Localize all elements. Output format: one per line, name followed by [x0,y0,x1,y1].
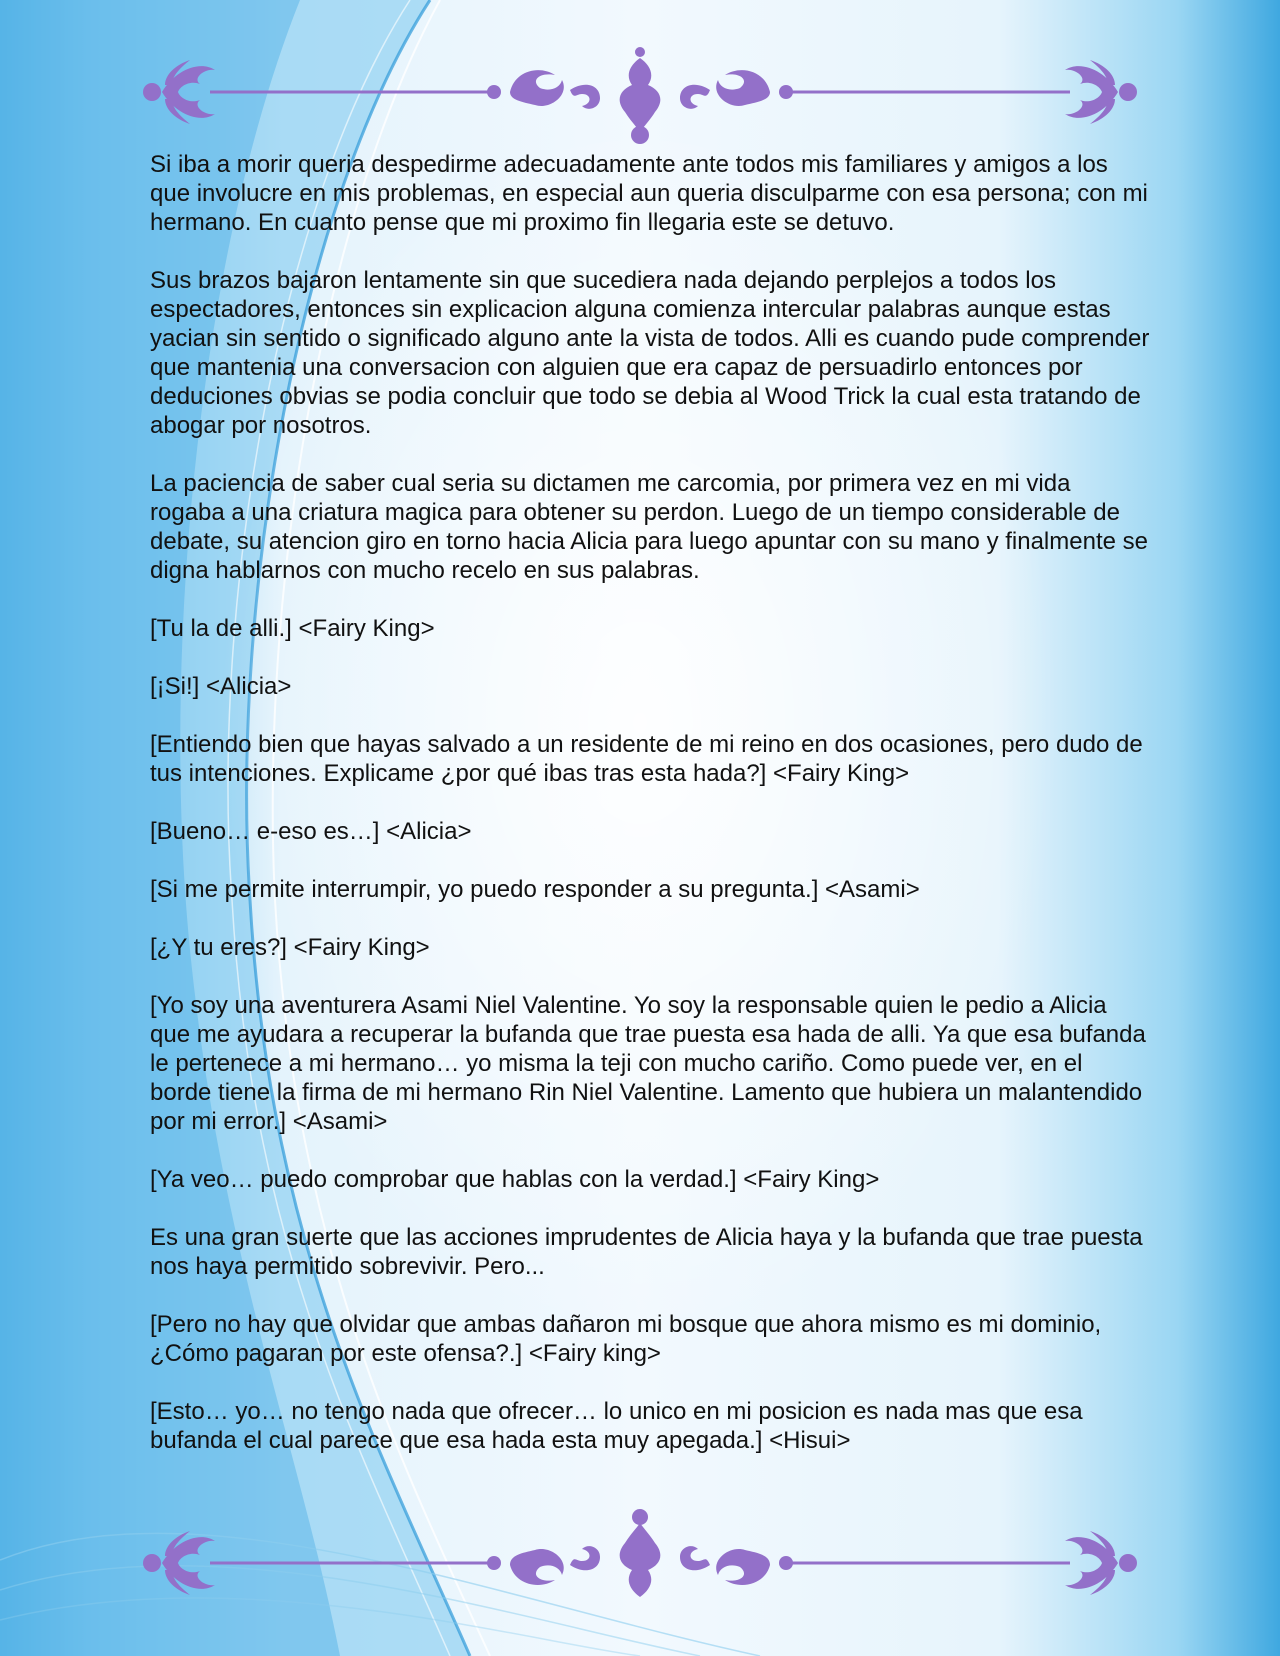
story-text [150,150,1150,1484]
dialogue-line: [Ya veo… puedo comprobar que hablas con la verdad.] <Fairy King> [150,1166,880,1193]
dialogue-line: [Si me permite interrumpir, yo puedo responder a su pregunta.] <Asami> [150,876,920,903]
narration-paragraph: La paciencia de saber cual seria su dictamen me carcomia, por primera vez en mi vida rogaba a una criatura magica para obtener su perdon. Luego de un tiempo considerable de debate, su atencion giro en torno hacia Alicia para luego apuntar con su mano y finalmente se digna hablarnos con mucho recelo en sus palabras. [150,470,1148,584]
dialogue-line: [¿Y tu eres?] <Fairy King> [150,934,430,961]
dialogue-line: [Esto… yo… no tengo nada que ofrecer… lo unico en mi posicion es nada mas que esa bufanda el cual parece que esa hada esta muy apegada.] <Hisui> [150,1398,1083,1454]
dialogue-line: [Entiendo bien que hayas salvado a un residente de mi reino en dos ocasiones, pero dudo de tus intenciones. Explicame ¿por qué ibas tras esta hada?] <Fairy King> [150,731,1143,787]
dialogue-line: [Bueno… e-eso es…] <Alicia> [150,818,472,845]
top-ornament [130,40,1150,150]
dialogue-line: [Yo soy una aventurera Asami Niel Valentine. Yo soy la responsable quien le pedio a Alicia que me ayudara a recuperar la bufanda que trae puesta esa hada de alli. Ya que esa bufanda le pertenece a mi hermano… yo misma la teji con mucho cariño. Como puede ver, en el borde tiene la firma de mi hermano Rin Niel Valentine. Lamento que hubiera un malantendido por mi error.] <Asami> [150,992,1146,1135]
narration-paragraph: Sus brazos bajaron lentamente sin que sucediera nada dejando perplejos a todos los espectadores, entonces sin explicacion alguna comienza intercular palabras aunque estas yacian sin sentido o significado alguno ante la vista de todos. Alli es cuando pude comprender que mantenia una conversacion con alguien que era capaz de persuadirlo entonces por deduciones obvias se podia concluir que todo se debia al Wood Trick la cual esta tratando de abogar por nosotros. [150,267,1150,439]
dialogue-line: [¡Si!] <Alicia> [150,673,292,700]
dialogue-line: [Pero no hay que olvidar que ambas dañaron mi bosque que ahora mismo es mi dominio, ¿Cómo pagaran por este ofensa?.] <Fairy king> [150,1311,1102,1367]
narration-paragraph: Es una gran suerte que las acciones imprudentes de Alicia haya y la bufanda que trae puesta nos haya permitido sobrevivir. Pero... [150,1224,1143,1280]
narration-paragraph: Si iba a morir queria despedirme adecuadamente ante todos mis familiares y amigos a los que involucre en mis problemas, en especial aun queria disculparme con esa persona; con mi hermano. En cuanto pense que mi proximo fin llegaria este se detuvo. [150,151,1148,236]
dialogue-line: [Tu la de alli.] <Fairy King> [150,615,435,642]
bottom-ornament [130,1505,1150,1615]
